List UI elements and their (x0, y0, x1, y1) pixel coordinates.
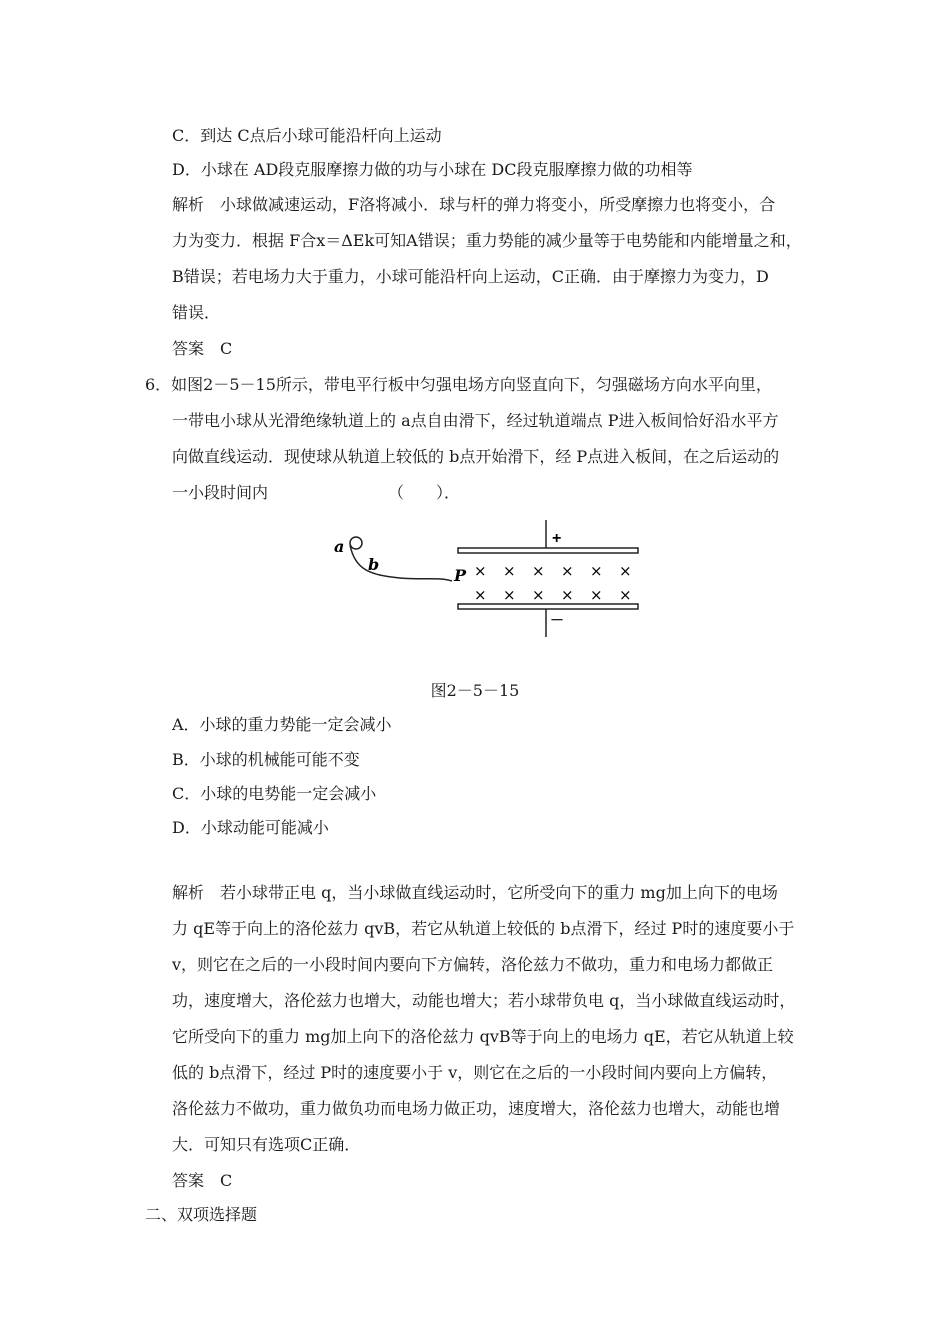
figure-caption: 图2－5－15 (430, 681, 520, 700)
option-d-previous: D．小球在 AD段克服摩擦力做的功与小球在 DC段克服摩擦力做的功相等 (172, 160, 693, 179)
label-b: b (368, 555, 380, 574)
explanation-6-line-5: 它所受向下的重力 mg加上向下的洛伦兹力 qvB等于向上的电场力 qE，若它从轨道上较 (172, 1027, 794, 1046)
cross-mark: × (561, 586, 574, 604)
question-6-line-2: 一带电小球从光滑绝缘轨道上的 a点自由滑下，经过轨道端点 P进入板间恰好沿水平方 (172, 411, 779, 430)
explanation-6-line-7: 洛伦兹力不做功，重力做负功而电场力做正功，速度增大，洛伦兹力也增大，动能也增 (172, 1099, 781, 1118)
label-a: a (334, 537, 345, 556)
explanation-5-line-4: 错误． (172, 303, 221, 322)
question-6-line-4: 一小段时间内 （ ）． (172, 483, 461, 502)
cross-mark: × (532, 586, 545, 604)
cross-mark: × (561, 562, 574, 580)
answer-6: 答案 C (172, 1171, 233, 1190)
cross-mark: × (503, 586, 516, 604)
cross-mark: × (503, 562, 516, 580)
plus-sign: + (552, 530, 562, 547)
cross-mark: × (474, 562, 487, 580)
bottom-plate (458, 604, 638, 609)
track (350, 545, 452, 581)
explanation-5-line-3: B错误；若电场力大于重力，小球可能沿杆向上运动，C正确．由于摩擦力为变力，D (172, 267, 769, 286)
minus-sign: － (550, 612, 564, 628)
cross-mark: × (532, 562, 545, 580)
question-6-line-1: 6．如图2－5－15所示，带电平行板中匀强电场方向竖直向下，匀强磁场方向水平向里， (145, 375, 772, 394)
explanation-6-line-3: v，则它在之后的一小段时间内要向下方偏转，洛伦兹力不做功，重力和电场力都做正 (172, 955, 774, 974)
explanation-5-line-1: 解析 小球做减速运动，F洛将减小．球与杆的弹力将变小，所受摩擦力也将变小，合 (172, 195, 776, 214)
option-c-previous: C．到达 C点后小球可能沿杆向上运动 (172, 126, 442, 145)
explanation-6-line-8: 大．可知只有选项C正确． (172, 1135, 361, 1154)
cross-mark: × (619, 586, 632, 604)
section-heading: 二、双项选择题 (145, 1205, 258, 1224)
cross-mark: × (619, 562, 632, 580)
explanation-5-line-2: 力为变力．根据 F合x＝ΔEk可知A错误；重力势能的减少量等于电势能和内能增量之和， (172, 231, 802, 250)
cross-mark: × (590, 586, 603, 604)
option-b: B．小球的机械能可能不变 (172, 750, 360, 769)
cross-mark: × (590, 562, 603, 580)
explanation-6-line-4: 功，速度增大，洛伦兹力也增大，动能也增大；若小球带负电 q，当小球做直线运动时， (172, 991, 796, 1010)
explanation-6-line-6: 低的 b点滑下，经过 P时的速度要小于 v，则它在之后的一小段时间内要向上方偏转， (172, 1063, 778, 1082)
option-a: A．小球的重力势能一定会减小 (172, 715, 392, 734)
capacitor-diagram (330, 515, 650, 640)
top-plate (458, 548, 638, 553)
ball (350, 537, 362, 549)
explanation-6-line-2: 力 qE等于向上的洛伦兹力 qvB，若它从轨道上较低的 b点滑下，经过 P时的速度要小于 (172, 919, 795, 938)
magnetic-field-crosses (474, 562, 632, 604)
label-P: P (454, 566, 467, 585)
answer-5: 答案 C (172, 339, 233, 358)
option-c: C．小球的电势能一定会减小 (172, 784, 377, 803)
explanation-6-line-1: 解析 若小球带正电 q，当小球做直线运动时，它所受向下的重力 mg加上向下的电场 (172, 883, 778, 902)
cross-mark: × (474, 586, 487, 604)
option-d: D．小球动能可能减小 (172, 818, 329, 837)
question-6-line-3: 向做直线运动．现使球从轨道上较低的 b点开始滑下，经 P点进入板间，在之后运动的 (172, 447, 780, 466)
